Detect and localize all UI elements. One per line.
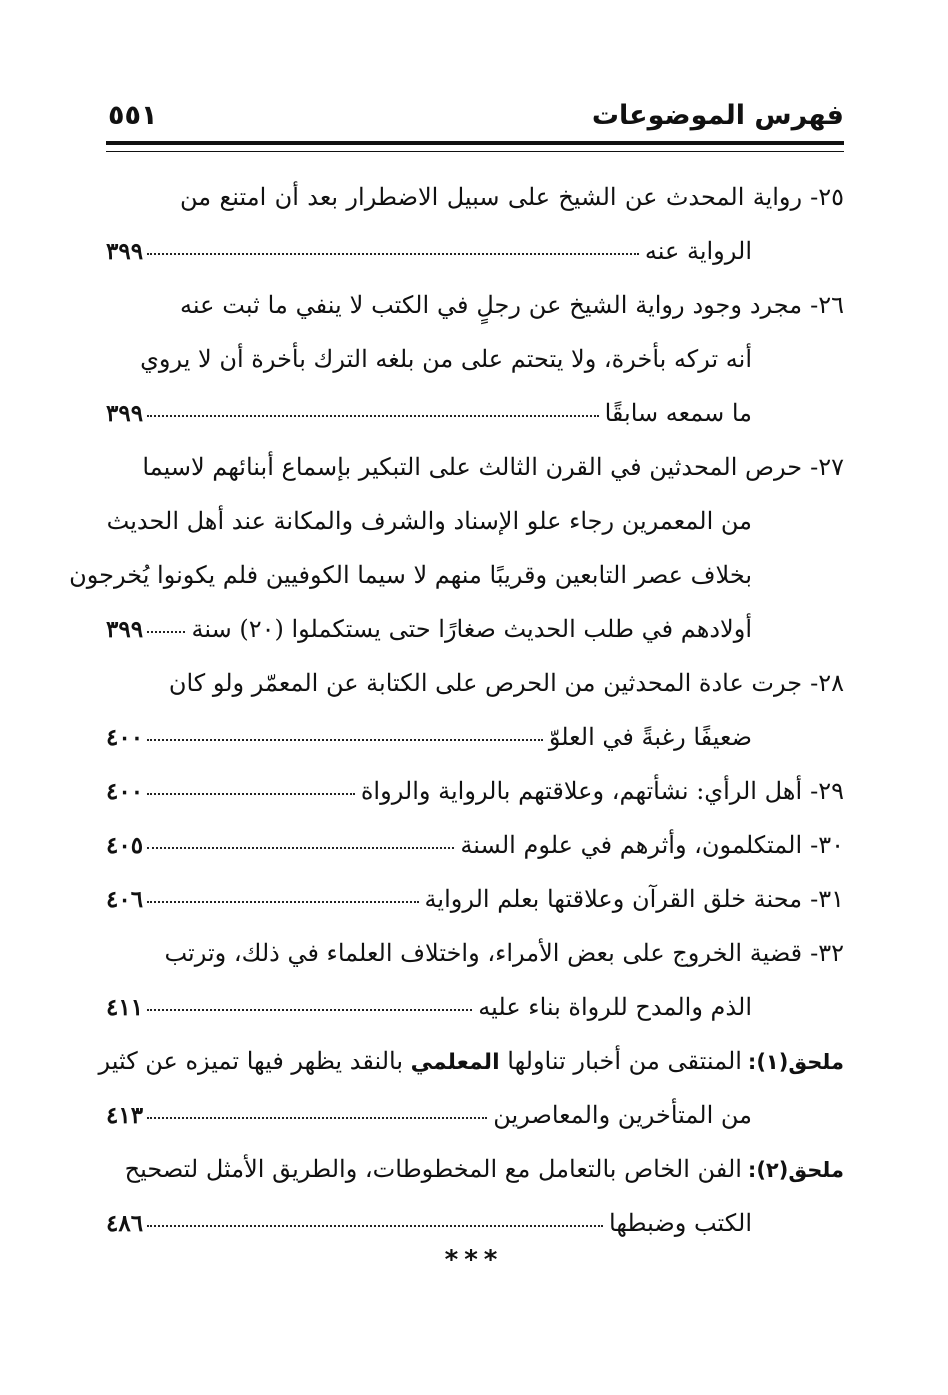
entry-text: قضية الخروج على بعض الأمراء، واختلاف العلماء في ذلك، وترتب xyxy=(164,939,803,967)
header-rule-thick xyxy=(106,141,844,145)
entry-text: المتكلمون، وأثرهم في علوم السنة xyxy=(460,831,803,859)
entry-number: ٣٢- xyxy=(810,939,844,967)
dot-leader xyxy=(147,739,543,741)
entry-text: الذم والمدح للرواة بناء عليه xyxy=(478,993,752,1021)
toc-entry-32-line-2 xyxy=(106,982,752,1032)
entry-number: ٣١- xyxy=(810,885,844,913)
entry-page-number: ٤٠٥ xyxy=(106,832,144,859)
toc-entry-26-line-1 xyxy=(180,280,844,330)
entry-number: ٣٠- xyxy=(810,831,844,859)
toc-entry-29 xyxy=(106,766,844,816)
running-header-title: فهرس الموضوعات xyxy=(591,100,844,131)
page-number: ٥٥١ xyxy=(108,100,158,131)
entry-text: أولادهم في طلب الحديث صغارًا حتى يستكملوا (٢٠) سنة xyxy=(191,615,752,643)
entry-text: الفن الخاص بالتعامل مع المخطوطات، والطريق الأمثل لتصحيح xyxy=(124,1155,742,1183)
entry-text: من المعمرين رجاء علو الإسناد والشرف والمكانة عند أهل الحديث xyxy=(106,507,752,535)
entry-page-number: ٤٠٦ xyxy=(106,886,144,913)
toc-entry-27-line-3 xyxy=(69,550,752,600)
toc-entry-28-line-2 xyxy=(106,712,752,762)
toc-appendix-2-line-2 xyxy=(106,1198,752,1248)
entry-page-number: ٣٩٩ xyxy=(106,616,144,643)
entry-text: مجرد وجود رواية الشيخ عن رجلٍ في الكتب لا ينفي ما ثبت عنه xyxy=(180,291,803,319)
entry-text: محنة خلق القرآن وعلاقتها بعلم الرواية xyxy=(424,885,803,913)
highlighted-name: المعلمي xyxy=(410,1050,500,1075)
dot-leader xyxy=(147,847,454,849)
toc-entry-26-line-3 xyxy=(106,388,752,438)
entry-text: بخلاف عصر التابعين وقريبًا منهم لا سيما الكوفيين فلم يكونوا يُخرجون xyxy=(69,561,752,589)
dot-leader xyxy=(147,253,639,255)
entry-number: ٢٨- xyxy=(810,669,844,697)
entry-text: حرص المحدثين في القرن الثالث على التبكير بإسماع أبنائهم لاسيما xyxy=(142,453,803,481)
entry-page-number: ٤٠٠ xyxy=(106,724,144,751)
dot-leader xyxy=(147,1225,603,1227)
entry-text: المنتقى من أخبار تناولها المعلمي بالنقد يظهر فيها تميزه عن كثير xyxy=(98,1047,742,1075)
toc-entry-28-line-1 xyxy=(168,658,844,708)
end-ornament: *** xyxy=(444,1245,504,1275)
entry-page-number: ٤٨٦ xyxy=(106,1210,144,1237)
entry-text: من المتأخرين والمعاصرين xyxy=(493,1101,752,1129)
entry-text: جرت عادة المحدثين من الحرص على الكتابة عن المعمّر ولو كان xyxy=(168,669,803,697)
toc-entry-25-line-2 xyxy=(106,226,752,276)
entry-number: ٢٥- xyxy=(810,183,844,211)
appendix-label: ملحق(٢): xyxy=(747,1158,844,1182)
appendix-label: ملحق(١): xyxy=(747,1050,844,1074)
entry-text: ضعيفًا رغبةً في العلوّ xyxy=(548,723,752,751)
entry-text: رواية المحدث عن الشيخ على سبيل الاضطرار بعد أن امتنع من xyxy=(180,183,803,211)
toc-entry-31 xyxy=(106,874,844,924)
header-rule-thin xyxy=(106,151,844,152)
toc-appendix-1-line-2 xyxy=(106,1090,752,1140)
entry-page-number: ٤٠٠ xyxy=(106,778,144,805)
toc-entry-27-line-4 xyxy=(106,604,752,654)
entry-number: ٢٩- xyxy=(810,777,844,805)
toc-entry-25-line-1 xyxy=(180,172,844,222)
dot-leader xyxy=(147,1117,487,1119)
entry-text: الكتب وضبطها xyxy=(609,1209,752,1237)
dot-leader xyxy=(147,631,185,633)
entry-page-number: ٤١١ xyxy=(106,994,144,1021)
entry-page-number: ٤١٣ xyxy=(106,1102,144,1129)
toc-entry-32-line-1 xyxy=(164,928,844,978)
entry-text: ما سمعه سابقًا xyxy=(604,399,752,427)
toc-appendix-1-line-1 xyxy=(98,1036,844,1086)
dot-leader xyxy=(147,415,599,417)
entry-text: أهل الرأي: نشأتهم، وعلاقتهم بالرواية والرواة xyxy=(360,777,803,805)
dot-leader xyxy=(147,793,355,795)
dot-leader xyxy=(147,1009,472,1011)
entry-text: أنه تركه بأخرة، ولا يتحتم على من بلغه الترك بأخرة أن لا يروي xyxy=(140,345,752,373)
entry-page-number: ٣٩٩ xyxy=(106,238,144,265)
toc-entry-30 xyxy=(106,820,844,870)
entry-page-number: ٣٩٩ xyxy=(106,400,144,427)
toc-entry-27-line-1 xyxy=(142,442,844,492)
entry-number: ٢٦- xyxy=(810,291,844,319)
dot-leader xyxy=(147,901,418,903)
toc-entry-26-line-2 xyxy=(140,334,752,384)
entry-number: ٢٧- xyxy=(810,453,844,481)
toc-appendix-2-line-1 xyxy=(124,1144,844,1194)
entry-text: الرواية عنه xyxy=(644,237,752,265)
toc-entry-27-line-2 xyxy=(106,496,752,546)
